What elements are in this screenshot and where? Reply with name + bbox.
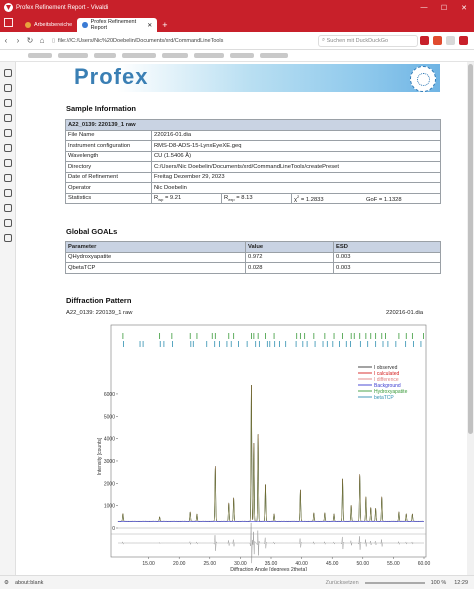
scrollbar[interactable]: [467, 62, 474, 575]
tab-favicon: [82, 22, 87, 28]
rwp-cell: $R_{wp} = 9.21$: [152, 193, 222, 204]
clock: 12:29: [454, 579, 468, 586]
y-tick-label: 2000: [103, 481, 115, 488]
x-tick-label: 60.00: [417, 561, 431, 567]
cell-value: 220216-01.dia: [152, 130, 441, 141]
cell-value: 0.972: [246, 252, 334, 263]
chi2-value: = 1.2833: [300, 196, 324, 203]
legend-label: I calculated: [374, 370, 400, 377]
add-panel-icon[interactable]: [4, 234, 12, 242]
zoom-slider[interactable]: [365, 582, 425, 584]
cell-parameter: QHydroxyapatite: [66, 252, 246, 263]
y-tick-label: 0: [112, 526, 115, 532]
file-icon: ▯: [52, 37, 56, 44]
section-title-sample: Sample Information: [66, 104, 137, 113]
x-tick-label: 55.00: [387, 561, 400, 567]
back-icon[interactable]: ‹: [4, 36, 8, 45]
diffraction-chart-svg: [96, 321, 439, 571]
url-field[interactable]: [52, 35, 252, 47]
column-header: Parameter: [66, 242, 246, 253]
x-tick-label: 50.00: [356, 561, 370, 567]
observed-intensity-line: [118, 382, 424, 522]
history-icon[interactable]: [4, 114, 12, 122]
mail-icon[interactable]: [4, 174, 12, 182]
bookmark-item[interactable]: [122, 53, 156, 58]
cell-label: Operator: [66, 183, 152, 194]
brand-logo: Profex: [74, 64, 149, 89]
cell-value: CU (1.5406 Å): [152, 151, 441, 162]
profex-banner: [60, 64, 440, 92]
bookmarks-panel-icon[interactable]: [4, 69, 12, 77]
cell-value: RMS-D8-ADS-15-LynxEyeXE.geq: [152, 141, 441, 152]
profex-emblem-icon: [410, 66, 436, 92]
workspaces-icon[interactable]: [4, 18, 13, 27]
window-titlebar: [0, 0, 474, 15]
cell-esd: 0.003: [334, 252, 441, 263]
gof-value: GoF = 1.1328: [366, 196, 402, 203]
sample-table: [65, 119, 441, 204]
sample-header: A22_0139: 220139_1 raw: [66, 120, 441, 131]
y-tick-label: 3000: [103, 458, 115, 465]
bookmark-item[interactable]: [58, 53, 88, 58]
plot-frame: [111, 325, 426, 557]
y-tick-label: 4000: [103, 436, 115, 443]
cell-value: Nic Doebelin: [152, 183, 441, 194]
maximize-button[interactable]: ☐: [440, 4, 448, 12]
cell-label: Directory: [66, 162, 152, 173]
side-panel: [0, 62, 16, 575]
tab-label: Profex Refinement Report: [90, 19, 137, 31]
section-title-pattern: Diffraction Pattern: [66, 296, 132, 305]
x-tick-label: 30.00: [234, 561, 247, 567]
bookmark-item[interactable]: [28, 53, 52, 58]
legend-label: I difference: [374, 376, 399, 383]
chi-gof-cell: $\chi^2 = 1.2833$ GoF = 1.1328: [292, 193, 441, 204]
cell-label: Wavelength: [66, 151, 152, 162]
forward-icon[interactable]: ›: [16, 36, 20, 45]
section-title-goals: Global GOALs: [66, 227, 118, 236]
zoom-level: 100 %: [430, 579, 447, 586]
vivaldi-menu-icon[interactable]: [459, 36, 468, 45]
bookmark-item[interactable]: [162, 53, 188, 58]
address-bar: [0, 32, 474, 50]
downloads-icon[interactable]: [4, 99, 12, 107]
x-tick-label: 35.00: [264, 561, 278, 567]
legend-label: Background: [374, 382, 401, 389]
wikipedia-icon[interactable]: [4, 219, 12, 227]
column-header: Value: [246, 242, 334, 253]
table-row: [66, 183, 441, 194]
cell-value: C:/Users/Nic Doebelin/Documents/xrd/CommandLineTools/createPreset: [152, 162, 441, 173]
translate-icon[interactable]: [4, 159, 12, 167]
tab-profex-report[interactable]: [77, 18, 157, 32]
table-row: [66, 252, 441, 263]
vivaldi-logo-icon: [4, 3, 13, 12]
pattern-sample-label: A22_0139: 220139_1 raw: [66, 310, 133, 316]
table-row: [66, 172, 441, 183]
cell-label: Statistics: [66, 193, 152, 204]
hydroxyapatite-line: [118, 382, 424, 521]
bookmark-item[interactable]: [260, 53, 288, 58]
search-placeholder: Suchen mit DuckDuckGo: [326, 37, 389, 44]
table-row: [66, 130, 441, 141]
y-tick-label: 1000: [103, 503, 115, 510]
legend-label: betaTCP: [374, 394, 394, 401]
rwp-value: = 9.21: [164, 194, 182, 201]
close-tab-icon[interactable]: ✕: [147, 22, 153, 29]
window-panel-icon[interactable]: [4, 144, 12, 152]
rexp-cell: $R_{exp} = 8.13$: [222, 193, 292, 204]
table-row: [66, 263, 441, 274]
search-icon: ⌕: [322, 37, 327, 43]
url-text: file:///C:/Users/Nic%20Doebelin/Documents/xrd/CommandLineTools: [58, 37, 224, 44]
y-tick-label: 6000: [103, 391, 115, 398]
page-content: [16, 62, 474, 575]
goals-table: [65, 241, 441, 274]
extension-icon[interactable]: [420, 36, 429, 45]
tab-workspaces[interactable]: [20, 18, 77, 32]
status-bar: [0, 575, 474, 589]
x-tick-label: 25.00: [203, 561, 217, 567]
table-row: [66, 141, 441, 152]
scrollbar-thumb[interactable]: [468, 64, 473, 434]
bookmark-item[interactable]: [230, 53, 254, 58]
cell-value: Freitag Dezember 29, 2023: [152, 172, 441, 183]
minimize-button[interactable]: —: [420, 4, 428, 11]
bookmark-item[interactable]: [94, 53, 116, 58]
tab-favicon: [25, 22, 31, 28]
close-button[interactable]: ✕: [461, 4, 467, 12]
notes-icon[interactable]: [4, 129, 12, 137]
cell-label: File Name: [66, 130, 152, 141]
mastodon-icon[interactable]: [4, 189, 12, 197]
reading-list-icon[interactable]: [4, 84, 12, 92]
rexp-value: = 8.13: [236, 194, 253, 201]
extension-icon[interactable]: [446, 36, 455, 45]
vivaldi-icon[interactable]: [4, 204, 12, 212]
bookmark-item[interactable]: [194, 53, 224, 58]
extension-icon[interactable]: [433, 36, 442, 45]
column-header: ESD: [334, 242, 441, 253]
legend-label: I observed: [374, 364, 398, 371]
search-field[interactable]: [318, 35, 418, 47]
cell-label: Date of Refinement: [66, 172, 152, 183]
reload-icon[interactable]: ↻: [26, 36, 34, 45]
diffraction-chart: [96, 321, 439, 571]
cell-esd: 0.003: [334, 263, 441, 274]
cell-value: 0.028: [246, 263, 334, 274]
x-tick-label: 40.00: [295, 561, 308, 567]
table-row: [66, 151, 441, 162]
table-row: [66, 162, 441, 173]
cell-parameter: QbetaTCP: [66, 263, 246, 274]
tab-bar: [0, 15, 474, 32]
home-icon[interactable]: ⌂: [39, 36, 45, 45]
x-axis-label: Diffraction Angle [degrees 2theta]: [230, 567, 307, 571]
y-tick-label: 5000: [103, 414, 115, 421]
statistics-row: [66, 193, 441, 204]
tab-label: Arbeitsbereiche: [34, 22, 73, 28]
zoom-reset[interactable]: Zurücksetzen: [325, 579, 359, 586]
new-tab-button[interactable]: [157, 18, 172, 32]
window-title: Profex Refinement Report - Vivaldi: [16, 4, 109, 11]
y-axis-label: Intensity [counts]: [97, 437, 103, 476]
cell-label: Instrument configuration: [66, 141, 152, 152]
x-tick-label: 20.00: [172, 561, 186, 567]
x-tick-label: 45.00: [325, 561, 339, 567]
settings-icon[interactable]: ⚙: [4, 579, 9, 586]
new-tab-icon: +: [162, 20, 168, 30]
pattern-file-label: 220216-01.dia: [386, 310, 424, 316]
legend-label: Hydroxyapatite: [374, 388, 408, 395]
bookmark-bar: [0, 50, 474, 62]
calculated-intensity-line: [118, 382, 424, 521]
status-url: about:blank: [14, 579, 44, 586]
x-tick-label: 15.00: [142, 561, 155, 567]
